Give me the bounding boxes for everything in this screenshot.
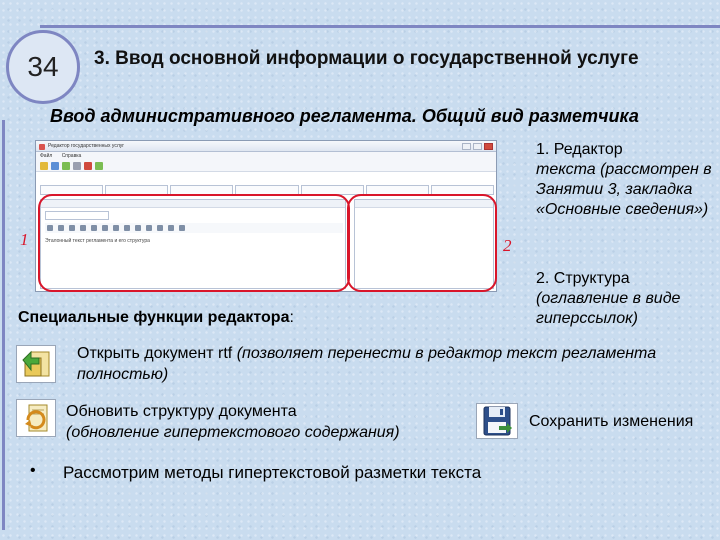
- open-rtf-description: [77, 343, 677, 385]
- close-icon[interactable]: [484, 143, 493, 150]
- editor-highlight-ring: [38, 194, 350, 292]
- bullet-symbol: •: [30, 462, 36, 479]
- editor-menubar: [36, 152, 496, 160]
- editor-toolbar: [36, 160, 496, 172]
- editor-note-label: 1. Редактор: [536, 141, 623, 158]
- editor-note-detail: текста (рассмотрен в Занятии 3, закладка «Основные сведения»): [536, 161, 712, 218]
- toolbar-copy-icon[interactable]: [73, 162, 81, 170]
- toolbar-delete-icon[interactable]: [84, 162, 92, 170]
- structure-note: [536, 269, 716, 329]
- refresh-structure-description: [66, 401, 486, 443]
- menu-item-file[interactable]: Файл: [40, 153, 53, 159]
- floppy-disk-icon[interactable]: [476, 403, 518, 439]
- marker-1: 1: [20, 230, 29, 249]
- slide-title: 3. Ввод основной информации о государственной услуге: [94, 48, 639, 69]
- slide-subtitle: Ввод административного регламента. Общий вид разметчика: [50, 106, 639, 126]
- bullet-text: Рассмотрим методы гипертекстовой разметки текста: [63, 463, 482, 482]
- app-logo-icon: [39, 144, 45, 150]
- open-rtf-detail: (позволяет перенести в редактор текст регламента полностью): [77, 345, 657, 383]
- minimize-icon[interactable]: [462, 143, 471, 150]
- toolbar-confirm-icon[interactable]: [95, 162, 103, 170]
- save-changes-label: Сохранить изменения: [529, 413, 694, 430]
- structure-note-label: 2. Структура: [536, 270, 630, 287]
- open-rtf-name: Открыть документ rtf: [77, 345, 233, 362]
- editor-window-title: Редактор государственных услуг: [48, 143, 125, 149]
- special-functions-label: Специальные функции редактора: [18, 309, 290, 326]
- special-functions-heading: [18, 309, 294, 327]
- editor-note: [536, 140, 714, 220]
- toolbar-open-icon[interactable]: [40, 162, 48, 170]
- toolbar-save-icon[interactable]: [51, 162, 59, 170]
- structure-note-detail: (оглавление в виде гиперссылок): [536, 290, 681, 327]
- window-controls: [462, 143, 493, 150]
- editor-text-area[interactable]: Эталонный текст регламента и его структура: [45, 238, 150, 244]
- marker-2: 2: [503, 236, 512, 255]
- maximize-icon[interactable]: [473, 143, 482, 150]
- refresh-structure-name: Обновить структуру документа: [66, 403, 297, 420]
- top-accent-line: [40, 25, 720, 28]
- slide-number: 34: [27, 51, 59, 82]
- structure-highlight-ring: [347, 194, 497, 292]
- special-functions-colon: :: [289, 309, 294, 326]
- left-accent-line: [2, 120, 5, 530]
- toolbar-add-icon[interactable]: [62, 162, 70, 170]
- open-rtf-icon[interactable]: [16, 345, 56, 383]
- refresh-structure-detail: (обновление гипертекстового содержания): [66, 424, 400, 441]
- editor-window-titlebar: [36, 141, 496, 152]
- slide-number-badge: [6, 30, 80, 104]
- menu-item-help[interactable]: Справка: [61, 153, 82, 159]
- refresh-structure-icon[interactable]: [16, 399, 56, 437]
